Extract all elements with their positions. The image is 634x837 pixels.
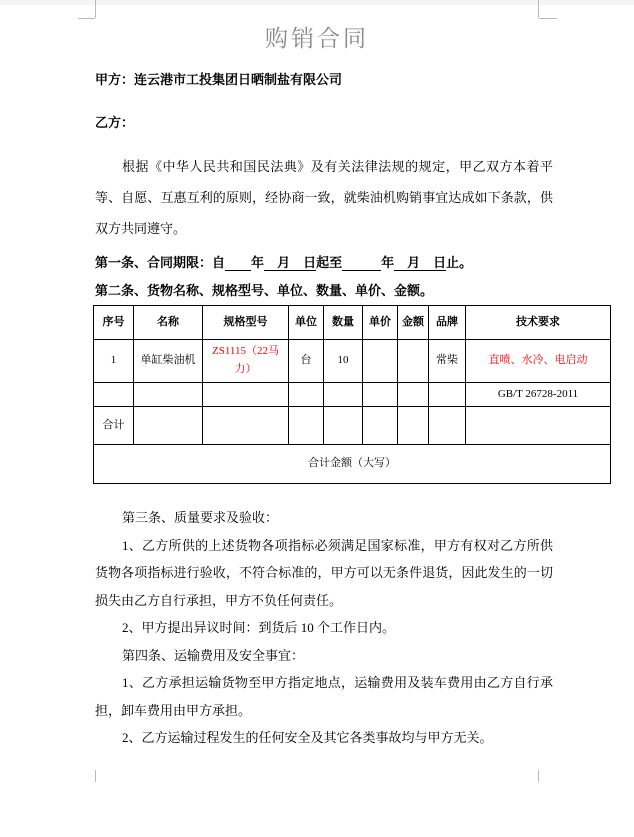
party-b-line: 乙方： [95, 115, 135, 130]
cell-name: 单缸柴油机 [134, 340, 203, 383]
clause1-end: 止。 [446, 255, 473, 270]
cell-empty [324, 383, 363, 407]
margin-mark-bottom-left-vertical [95, 770, 96, 782]
margin-mark-bottom-right-vertical [538, 770, 539, 782]
cell-empty [289, 383, 324, 407]
cell-empty [94, 383, 134, 407]
cell-brand: 常柴 [429, 340, 466, 383]
cell-spec: ZS1115（22马力） [203, 340, 289, 383]
cell-empty [429, 407, 466, 445]
clause4-item-1: 1、乙方承担运输货物至甲方指定地点，运输费用及装车费用由乙方自行承担，卸车费用由甲方承担。 [95, 675, 553, 718]
clause1-blank-year-end [342, 255, 381, 271]
cell-unit-price [363, 340, 398, 383]
standard-row [94, 383, 611, 407]
cell-empty [134, 383, 203, 407]
cell-empty [363, 383, 398, 407]
clause1-from: 自 [212, 255, 226, 270]
clause1-to: 起至 [316, 255, 343, 270]
clause1-year-end: 年 [381, 255, 395, 270]
header-spec: 规格型号 [203, 306, 289, 340]
header-seq: 序号 [94, 306, 134, 340]
total-row [94, 407, 611, 445]
cell-unit: 台 [289, 340, 324, 383]
clause1-year-start: 年 [251, 255, 265, 270]
header-name: 名称 [134, 306, 203, 340]
goods-row-1 [94, 340, 611, 383]
clause1-blank-year-start [225, 255, 251, 271]
header-brand: 品牌 [429, 306, 466, 340]
cell-empty [203, 407, 289, 445]
header-qty: 数量 [324, 306, 363, 340]
cell-empty [429, 383, 466, 407]
clause3-heading: 第三条、质量要求及验收： [122, 510, 279, 525]
cell-seq: 1 [94, 340, 134, 383]
header-unit-price: 单价 [363, 306, 398, 340]
header-amount: 金额 [398, 306, 429, 340]
clause2-goods-line: 第二条、货物名称、规格型号、单位、数量、单价、金额。 [95, 283, 434, 298]
cell-qty: 10 [324, 340, 363, 383]
cell-empty [289, 407, 324, 445]
margin-mark-top-right-horizontal [539, 18, 557, 19]
clause1-blank-month-day-end: 月 日 [394, 255, 447, 270]
cell-amount [398, 340, 429, 383]
cell-empty [134, 407, 203, 445]
clause1-contract-term-line [95, 254, 472, 272]
margin-mark-top-left-vertical [95, 0, 96, 18]
margin-mark-top-left-horizontal [78, 18, 95, 19]
header-tech: 技术要求 [466, 306, 611, 340]
cell-tech: 直喷、水冷、电启动 [466, 340, 611, 383]
header-unit: 单位 [289, 306, 324, 340]
cell-empty [466, 407, 611, 445]
clause3-item-1: 1、乙方所供的上述货物各项指标必须满足国家标准，甲方有权对乙方所供货物各项指标进行验收，不符合标准的，甲方可以无条件退货，因此发生的一切损失由乙方自行承担，甲方不负任何责任。 [95, 537, 553, 608]
cell-empty [324, 407, 363, 445]
cell-grand-total-label: 合计金额（大写） [94, 445, 611, 484]
cell-tech-standard: GB/T 26728-2011 [466, 383, 611, 407]
document-title: 购销合同 [265, 26, 369, 51]
cell-empty [203, 383, 289, 407]
clause4-heading: 第四条、运输费用及安全事宜： [122, 647, 305, 663]
cell-total-label: 合计 [94, 407, 134, 445]
cell-empty [398, 407, 429, 445]
clauses-section [95, 504, 553, 752]
clause1-label: 第一条、合同期限： [95, 255, 213, 270]
table-header-row [94, 306, 611, 340]
margin-mark-top-right-vertical [538, 0, 539, 18]
party-a-line: 甲方：连云港市工投集团日晒制盐有限公司 [95, 72, 343, 87]
clause4-item-2: 2、乙方运输过程发生的任何安全及其它各类事故均与甲方无关。 [122, 730, 493, 745]
grand-total-row [94, 445, 611, 484]
clause3-item-2: 2、甲方提出异议时间：到货后 10 个工作日内。 [122, 620, 396, 635]
goods-table [93, 305, 611, 484]
cell-empty [398, 383, 429, 407]
preamble-paragraph: 根据《中华人民共和国民法典》及有关法律法规的规定，甲乙双方本着平等、自愿、互惠互利的原则，经协商一致，就柴油机购销事宜达成如下条款，供双方共同遵守。 [95, 159, 553, 236]
clause1-blank-month-day-start: 月 日 [264, 255, 317, 270]
cell-empty [363, 407, 398, 445]
